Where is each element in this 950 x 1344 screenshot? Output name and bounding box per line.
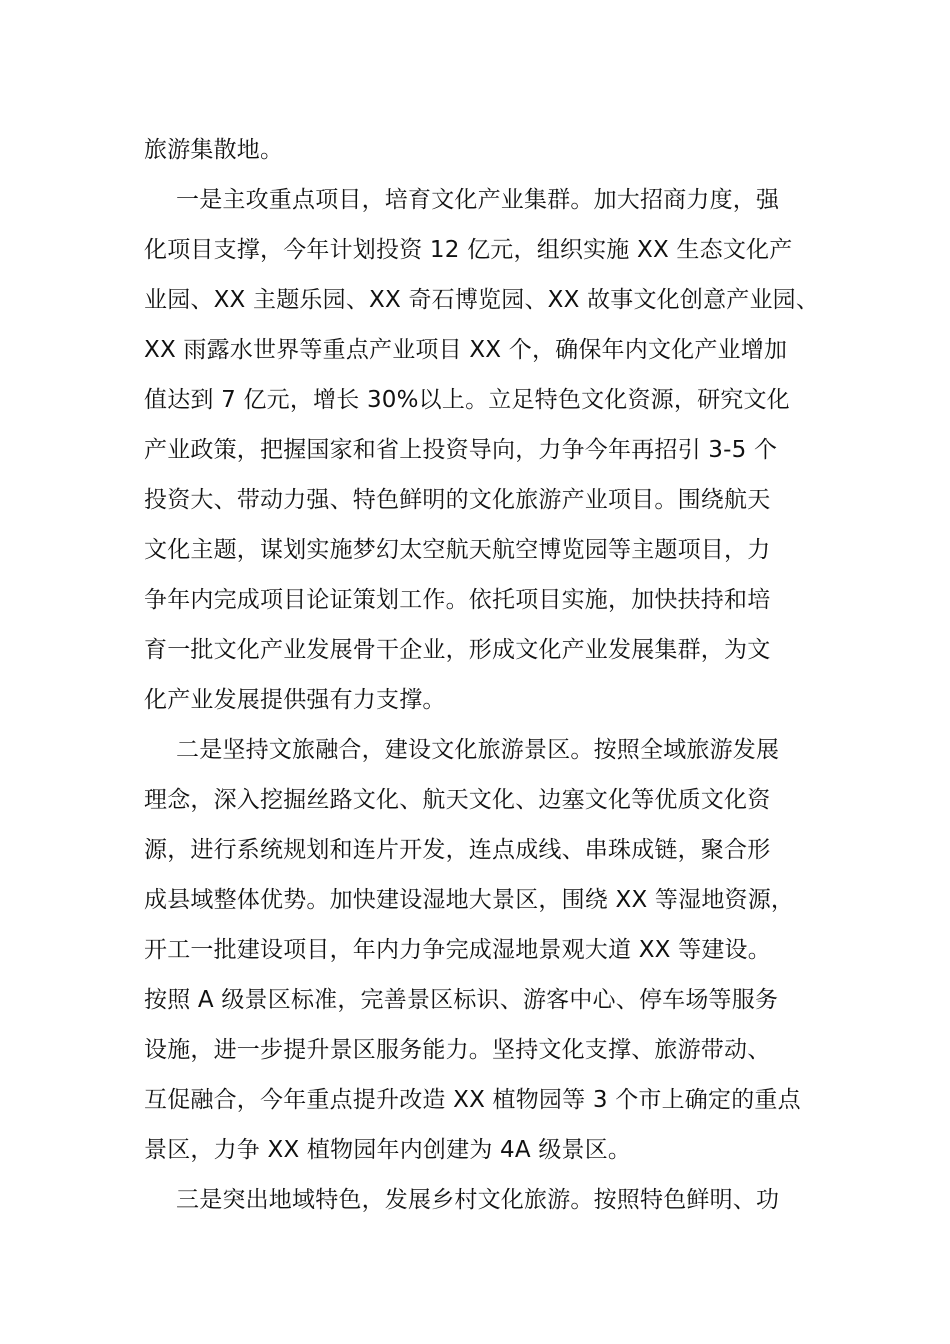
text-line: 互促融合，今年重点提升改造 XX 植物园等 3 个市上确定的重点 — [144, 1087, 801, 1113]
text-line: 文化主题，谋划实施梦幻太空航天航空博览园等主题项目，力 — [144, 537, 771, 563]
text-line: 开工一批建设项目，年内力争完成湿地景观大道 XX 等建设。 — [144, 937, 771, 963]
text-line: 按照 A 级景区标准，完善景区标识、游客中心、停车场等服务 — [144, 987, 779, 1013]
text-line: 化产业发展提供强有力支撑。 — [144, 687, 446, 713]
text-line: 源，进行系统规划和连片开发，连点成线、串珠成链，聚合形 — [144, 837, 771, 863]
text-line: 业园、XX 主题乐园、XX 奇石博览园、XX 故事文化创意产业园、 — [144, 287, 820, 313]
text-line: XX 雨露水世界等重点产业项目 XX 个，确保年内文化产业增加 — [144, 337, 788, 363]
text-line: 育一批文化产业发展骨干企业，形成文化产业发展集群，为文 — [144, 637, 771, 663]
text-line: 设施，进一步提升景区服务能力。坚持文化支撑、旅游带动、 — [144, 1037, 771, 1063]
paragraph-heading-line: 二是坚持文旅融合，建设文化旅游景区。按照全域旅游发展 — [176, 737, 780, 763]
text-line: 投资大、带动力强、特色鲜明的文化旅游产业项目。围绕航天 — [144, 487, 771, 513]
text-line: 产业政策，把握国家和省上投资导向，力争今年再招引 3-5 个 — [144, 437, 778, 463]
text-line: 理念，深入挖掘丝路文化、航天文化、边塞文化等优质文化资 — [144, 787, 771, 813]
text-line: 化项目支撑，今年计划投资 12 亿元，组织实施 XX 生态文化产 — [144, 237, 793, 263]
paragraph-heading-line: 三是突出地域特色，发展乡村文化旅游。按照特色鲜明、功 — [176, 1187, 780, 1213]
text-line: 争年内完成项目论证策划工作。依托项目实施，加快扶持和培 — [144, 587, 771, 613]
text-line: 成县域整体优势。加快建设湿地大景区，围绕 XX 等湿地资源， — [144, 887, 795, 913]
text-line: 旅游集散地。 — [144, 137, 284, 163]
text-line: 景区，力争 XX 植物园年内创建为 4A 级景区。 — [144, 1137, 632, 1163]
text-line: 值达到 7 亿元，增长 30%以上。立足特色文化资源，研究文化 — [144, 387, 790, 413]
paragraph-heading-line: 一是主攻重点项目，培育文化产业集群。加大招商力度，强 — [176, 187, 780, 213]
